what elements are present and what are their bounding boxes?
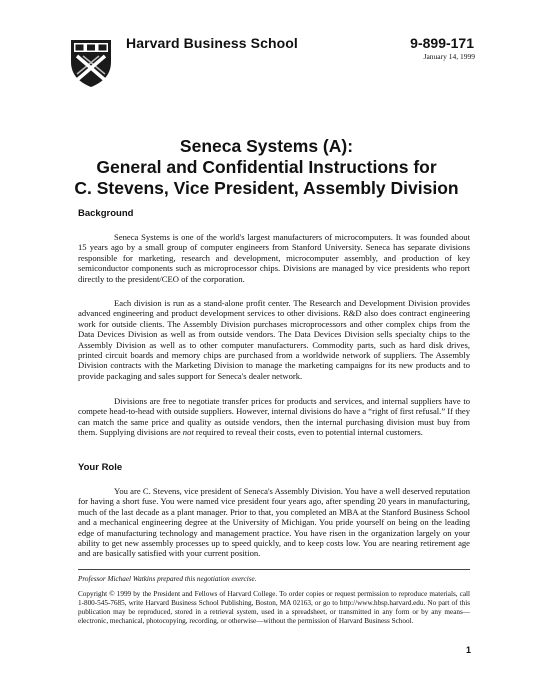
document-date: January 14, 1999 — [423, 52, 475, 61]
document-number: 9-899-171 — [410, 35, 474, 51]
background-paragraph-2: Each division is run as a stand-alone profit center. The Research and Development Division provides advanced engineering and product development services to other divisions. R&D also does contract engineering work for outside clients. The Assembly Division purchases microprocessors and other complex chips from the Data Devices Division as well as from outside vendors. The Data Devices Division sells specialty chips to the Assembly Division as well as to other computer manufacturers. Commodity parts, such as hard disk drives, printed circuit boards and memory chips are purchased from a worldwide network of suppliers. The Assembly Division contracts with the Marketing Division to manage the marketing campaigns for its new products and to provide packaging and sales support for Seneca's dealer network. — [78, 298, 470, 381]
page-number: 1 — [465, 645, 471, 655]
prepared-by-note: Professor Michael Watkins prepared this negotiation exercise. — [78, 575, 257, 583]
background-paragraph-1: Seneca Systems is one of the world's largest manufacturers of microcomputers. It was founded about 15 years ago by a small group of computer engineers from Stanford University. Seneca has separate divisions responsible for marketing, research and development, microcomputer assembly, and production of key semiconductor components such as microprocessor chips. Divisions are managed by vice presidents who report directly to the president/CEO of the corporation. — [78, 232, 470, 284]
footnote-divider — [78, 569, 470, 570]
organization-name: Harvard Business School — [126, 35, 298, 51]
title-line-3: C. Stevens, Vice President, Assembly Division — [74, 178, 459, 198]
emphasis-text: not — [182, 427, 194, 438]
role-paragraph-1: You are C. Stevens, vice president of Seneca's Assembly Division. You have a well deserved reputation for having a short fuse. You were named vice president four years ago, after spending 20 years in manufacturing, much of the last decade as a plant manager. Prior to that, you completed an MBA at the Stanford Business School and a mechanical engineering degree at the University of Michigan. You pride yourself on being on the leading edge of manufacturing technology and management practice. You have risen in the organization largely on your ability to get new assembly processes up to speed quickly, and to keep costs low. You are nearing retirement age and are basically satisfied with your current position. — [78, 486, 470, 559]
copyright-notice: Copyright © 1999 by the President and Fellows of Harvard College. To order copies or request permission to reproduce materials, call 1-800-545-7685, write Harvard Business School Publishing, Boston, MA 02163, or go to http://www.hbsp.harvard.edu. No part of this publication may be reproduced, stored in a retrieval system, used in a spreadsheet, or transmitted in any form or by any means—electronic, mechanical, photocopying, recording, or otherwise—without the permission of Harvard Business School. — [78, 590, 470, 625]
hbs-shield-icon — [69, 38, 113, 88]
section-heading-your-role: Your Role — [78, 462, 123, 473]
paragraph-text: required to reveal their costs, even to potential internal customers. — [193, 427, 423, 438]
background-paragraph-3 — [78, 396, 470, 438]
title-line-1: Seneca Systems (A): — [179, 136, 354, 156]
title-line-2: General and Confidential Instructions for — [96, 157, 437, 177]
paragraph-text: Divisions are free to negotiate transfer prices for products and services, and internal suppliers have to compete head-to-head with outside suppliers. However, internal divisions do have a “right of first refusal.” If they can match the same price and quality as outside vendors, then the internal purchasing division must buy from them. Supplying divisions are — [78, 396, 470, 438]
section-heading-background: Background — [78, 208, 134, 219]
